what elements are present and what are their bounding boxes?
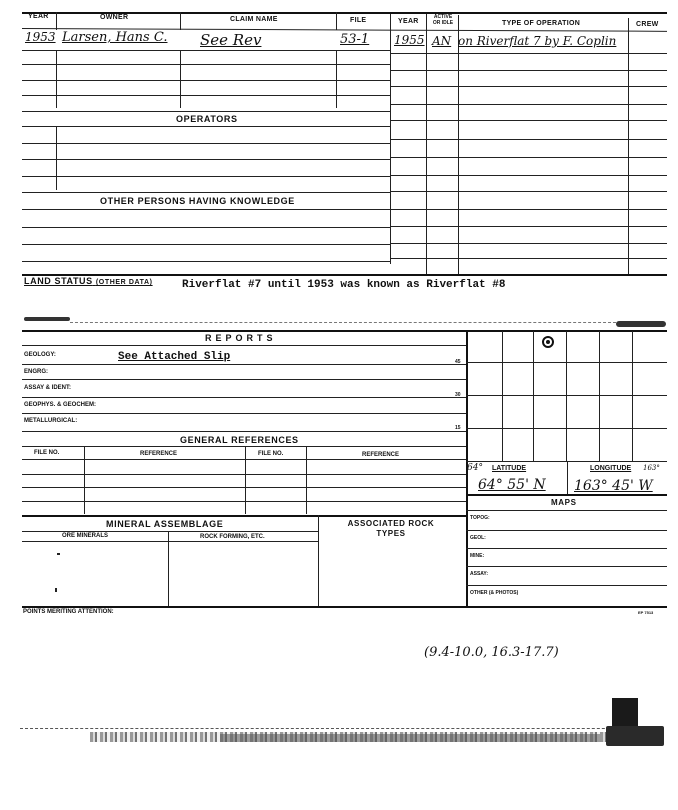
scale-mark-15: 15	[455, 425, 461, 431]
header-claim-name: CLAIM NAME	[230, 16, 278, 23]
reports-title: REPORTS	[205, 333, 277, 343]
header-owner: OWNER	[100, 14, 129, 21]
entry-type-of-operation: on Riverflat 7 by F. Coplin	[458, 34, 617, 48]
mineral-assemblage-title: MINERAL ASSEMBLAGE	[106, 519, 224, 529]
maps-title: MAPS	[551, 498, 577, 507]
maps-mine: MINE:	[470, 553, 485, 559]
entry-owner: Larsen, Hans C.	[62, 30, 168, 45]
maps-assay: ASSAY:	[470, 571, 489, 577]
latitude-prefix: 64°	[467, 463, 483, 473]
genref-col-file-no-1: FILE NO.	[34, 450, 60, 456]
land-status-label	[24, 276, 153, 286]
form-number: EP 7513	[638, 610, 654, 615]
points-meriting-label: POINTS MERITING ATTENTION:	[23, 609, 114, 615]
associated-rock-types: ASSOCIATED ROCK TYPES	[347, 519, 435, 538]
entry-year2: 1955	[394, 33, 425, 47]
scale-mark-30: 30	[455, 392, 461, 398]
maps-topog: TOPOG:	[470, 515, 490, 521]
reports-geophys-label: GEOPHYS. & GEOCHEM:	[24, 402, 97, 408]
latitude-label: LATITUDE	[492, 465, 527, 472]
header-crew: CREW	[636, 21, 659, 28]
entry-year: 1953	[25, 30, 56, 44]
reports-geology-value: See Attached Slip	[118, 351, 231, 363]
genref-col-file-no-2: FILE NO.	[258, 451, 284, 457]
entry-active-idle: AN	[432, 34, 452, 48]
land-status-text: Riverflat #7 until 1953 was known as Riverflat #8	[182, 279, 506, 291]
other-persons-label: OTHER PERSONS HAVING KNOWLEDGE	[100, 196, 295, 206]
maps-geol: GEOL:	[470, 535, 486, 541]
maps-other: OTHER (& PHOTOS)	[470, 590, 519, 596]
coordinates-note: (9.4-10.0, 16.3-17.7)	[424, 645, 559, 660]
reports-engrg-label: ENGRG:	[24, 369, 48, 375]
reports-geology-label: GEOLOGY:	[24, 352, 56, 358]
genref-col-reference-2: REFERENCE	[362, 452, 400, 458]
longitude-suffix: 163°	[643, 464, 660, 472]
reports-assay-label: ASSAY & IDENT:	[24, 385, 72, 391]
entry-claim-name: See Rev	[200, 31, 262, 49]
general-references-title: GENERAL REFERENCES	[180, 435, 299, 445]
scale-mark-45: 45	[455, 359, 461, 365]
operators-label: OPERATORS	[176, 114, 238, 124]
ore-minerals-label: ORE MINERALS	[62, 533, 109, 539]
header-year2: YEAR	[398, 18, 419, 25]
land-status-sublabel: (OTHER DATA)	[95, 279, 153, 286]
header-year: YEAR	[28, 13, 49, 20]
entry-file: 53-1	[340, 32, 370, 47]
longitude-label: LONGITUDE	[590, 465, 632, 472]
scan-noise-band	[20, 722, 660, 746]
genref-col-reference-1: REFERENCE	[140, 451, 178, 457]
header-active-idle: ACTIVE OR IDLE	[432, 14, 454, 26]
header-file: FILE	[350, 17, 367, 24]
latitude-value: 64° 55' N	[478, 477, 546, 493]
land-status-title: LAND STATUS	[24, 276, 93, 286]
longitude-value: 163° 45' W	[574, 478, 653, 494]
target-symbol-icon	[542, 336, 554, 348]
rock-forming-label: ROCK FORMING, ETC.	[200, 534, 265, 540]
reports-metallurgical-label: METALLURGICAL:	[24, 418, 78, 424]
header-type-of-operation: TYPE OF OPERATION	[502, 20, 581, 27]
